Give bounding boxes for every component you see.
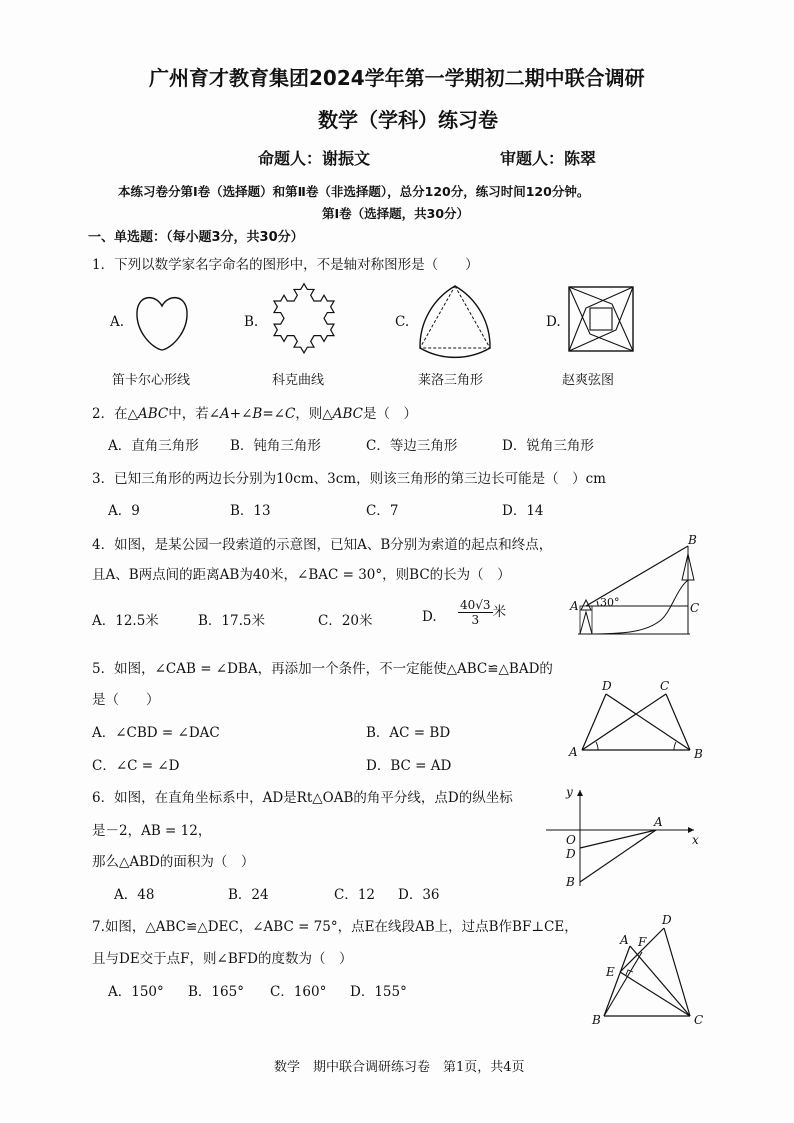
koch-snowflake-figure — [262, 281, 346, 365]
q7-option-c: C．160° — [270, 984, 327, 1000]
q1-option-d-label: D. — [546, 314, 561, 330]
q4-option-a: A．12.5米 — [92, 613, 159, 629]
page-footer: 数学 期中联合调研练习卷 第1页，共4页 — [274, 1060, 525, 1075]
q6-coordinate-figure — [546, 786, 706, 896]
q6-line-2: 是－2，AB = 12， — [92, 823, 212, 839]
question-setter: 命题人：谢振文 — [258, 149, 371, 168]
q5-line-2: 是（ ） — [92, 692, 160, 708]
cardioid-figure — [134, 292, 190, 352]
q7-point-c: C — [694, 1013, 704, 1027]
q4-point-c: C — [690, 601, 700, 615]
exam-subtitle: 数学（学科）练习卷 — [318, 108, 498, 132]
q6-point-b: B — [566, 875, 575, 889]
q2-stem: 2．在△ABC中，若∠A+∠B=∠C，则△ABC是（ ） — [92, 406, 417, 422]
q2-option-c: C．等边三角形 — [366, 438, 458, 454]
q4-cable-car-figure — [566, 533, 700, 640]
q1-caption-b: 科克曲线 — [272, 373, 325, 388]
q1-option-a-label: A. — [110, 314, 125, 330]
q5-option-b: B．AC = BD — [366, 725, 451, 741]
q4-line-2: 且A、B两点间的距离AB为40米，∠BAC = 30°，则BC的长为（ ） — [92, 567, 511, 583]
q7-point-e: E — [606, 965, 615, 979]
q5-option-c: C．∠C = ∠D — [92, 758, 180, 774]
q5-triangles-figure — [566, 680, 706, 770]
q4-angle-label: 30° — [600, 596, 620, 609]
q7-point-f: F — [638, 935, 647, 949]
q4-option-d-value: $\frac{40√3}{3}$ 米 — [460, 598, 507, 627]
q5-option-d: D．BC = AD — [366, 758, 452, 774]
q5-point-b: B — [694, 747, 703, 761]
q7-option-a: A．150° — [108, 984, 164, 1000]
q6-option-c: C．12 — [334, 887, 376, 903]
q3-option-b: B．13 — [230, 503, 271, 519]
q6-line-3: 那么△ABD的面积为（ ） — [92, 854, 255, 870]
q1-option-b-label: B. — [244, 314, 259, 330]
q2-option-d: D．锐角三角形 — [502, 438, 594, 454]
question-reviewer: 审题人：陈翠 — [500, 149, 597, 168]
section-heading: 一、单选题：（每小题3分，共30分） — [88, 230, 304, 245]
q5-point-c: C — [660, 679, 670, 693]
q7-point-a: A — [620, 933, 629, 947]
q4-option-d-label: D. — [422, 609, 437, 625]
q4-line-1: 4．如图，是某公园一段索道的示意图，已知A、B分别为索道的起点和终点， — [92, 537, 553, 553]
q6-line-1: 6．如图，在直角坐标系中，AD是Rt△OAB的角平分线，点D的纵坐标 — [92, 790, 513, 806]
q6-option-b: B．24 — [228, 887, 269, 903]
q6-option-d: D．36 — [398, 887, 440, 903]
q3-option-d: D．14 — [502, 503, 544, 519]
q4-point-a: A — [570, 599, 579, 613]
exam-title: 广州育才教育集团2024学年第一学期初二期中联合调研 — [149, 66, 645, 90]
q1-caption-d: 赵爽弦图 — [562, 373, 615, 388]
q1-caption-c: 莱洛三角形 — [418, 373, 484, 388]
q7-triangles-figure — [590, 912, 710, 1028]
q2-option-b: B．钝角三角形 — [230, 438, 321, 454]
q1-stem: 1．下列以数学家名字命名的图形中，不是轴对称图形是（ ） — [92, 257, 479, 273]
q5-point-d: D — [602, 679, 612, 693]
q6-point-a: A — [654, 815, 663, 829]
q3-option-a: A．9 — [108, 503, 140, 519]
reuleaux-triangle-figure — [414, 282, 496, 358]
q5-line-1: 5．如图，∠CAB = ∠DBA，再添加一个条件，不一定能使△ABC≌△BAD的 — [92, 661, 553, 677]
q6-axis-y: y — [566, 785, 573, 799]
q3-option-c: C．7 — [366, 503, 399, 519]
q6-point-d: D — [566, 847, 576, 861]
q4-point-b: B — [688, 533, 697, 547]
q4-option-c: C．20米 — [318, 613, 373, 629]
q7-line-1: 7.如图，△ABC≌△DEC，∠ABC = 75°，点E在线段AB上，过点B作BF⊥CE， — [92, 919, 578, 935]
q1-caption-a: 笛卡尔心形线 — [112, 373, 191, 388]
q6-point-o: O — [566, 833, 576, 847]
q5-point-a: A — [569, 745, 578, 759]
exam-info: 本练习卷分第Ⅰ卷（选择题）和第Ⅱ卷（非选择题），总分120分，练习时间120分钟。 — [118, 184, 590, 199]
q6-option-a: A．48 — [114, 887, 155, 903]
q7-line-2: 且与DE交于点F，则∠BFD的度数为（ ） — [92, 951, 353, 967]
q4-option-b: B．17.5米 — [198, 613, 265, 629]
q7-point-d: D — [662, 913, 672, 927]
q2-option-a: A．直角三角形 — [108, 438, 199, 454]
q6-axis-x: x — [692, 833, 699, 847]
q7-option-b: B．165° — [188, 984, 244, 1000]
q1-option-c-label: C. — [395, 314, 410, 330]
q7-point-b: B — [592, 1013, 601, 1027]
q7-option-d: D．155° — [350, 984, 407, 1000]
q3-stem: 3．已知三角形的两边长分别为10cm、3cm，则该三角形的第三边长可能是（ ）cm — [92, 471, 606, 487]
part-one-heading: 第Ⅰ卷（选择题，共30分） — [322, 206, 470, 221]
zhao-shuang-figure — [568, 286, 634, 352]
q5-option-a: A．∠CBD = ∠DAC — [92, 725, 220, 741]
